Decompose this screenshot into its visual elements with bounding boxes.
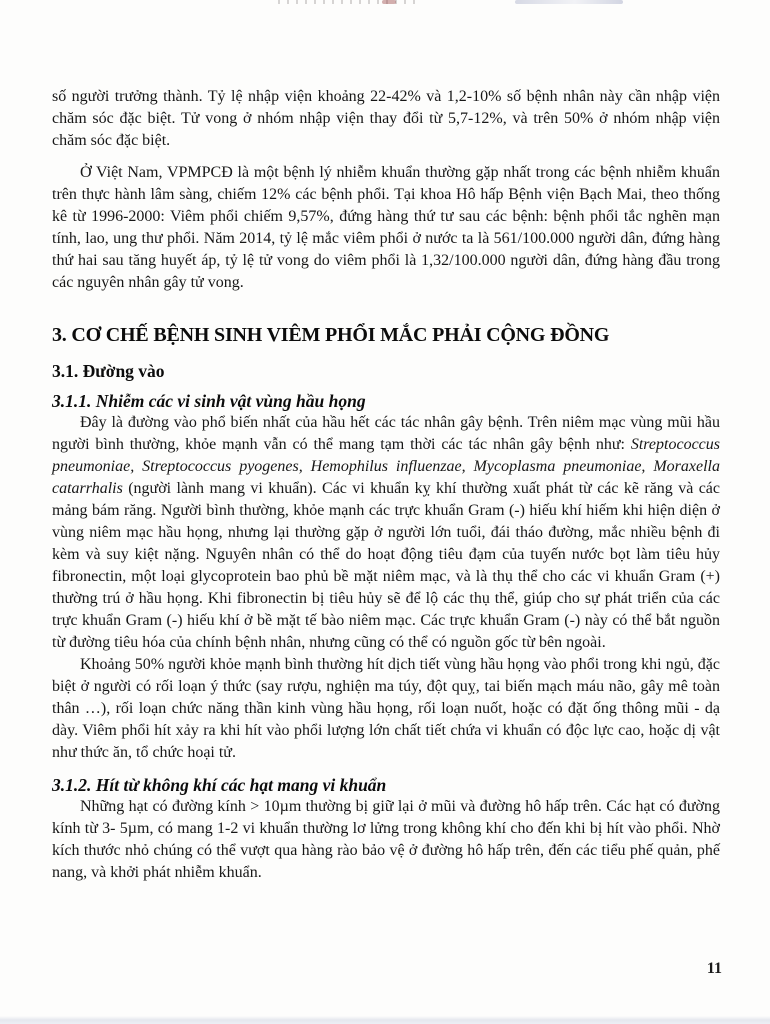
section-heading-3-pathogenesis: 3. CƠ CHẾ BỆNH SINH VIÊM PHỔI MẮC PHẢI CỘNG ĐỒNG (52, 324, 610, 346)
paragraph-vietnam-epidemiology: Ở Việt Nam, VPMPCĐ là một bệnh lý nhiễm khuẩn thường gặp nhất trong các bệnh nhiễm khuẩn trên thực hành lâm sàng, chiếm 12% các bệnh phổi. Tại khoa Hô hấp Bệnh viện Bạch Mai, theo thống kê từ 1996-2000: Viêm phổi chiếm 9,57%, đứng hàng thứ tư sau các bệnh: bệnh phổi tắc nghẽn mạn tính, lao, ung thư phổi. Năm 2014, tỷ lệ mắc viêm phổi ở nước ta là 561/100.000 người dân, đứng hàng thứ hai sau tăng huyết áp, tỷ lệ tử vong do viêm phổi là 1,32/100.000 người dân, đứng hàng đầu trong các nguyên nhân gây tử vong. (52, 164, 720, 291)
scan-artifact-top-smudge (515, 0, 623, 4)
colonization-text-before-species: Đây là đường vào phổ biến nhất của hầu hết các tác nhân gây bệnh. Trên niêm mạc vùng mũi hầu người bình thường, khỏe mạnh vẫn có thể mang tạm thời các tác nhân gây bệnh như: (52, 414, 720, 453)
colonization-text-after-species: (người lành mang vi khuẩn). Các vi khuẩn kỵ khí thường xuất phát từ các kẽ răng và các mảng bám răng. Người bình thường, khỏe mạnh các trực khuẩn Gram (-) hiếu khí hiếm khi hiện diện ở vùng niêm mạc hầu họng, nhưng lại thường gặp ở người lớn tuổi, đái tháo đường, mắc nhiều bệnh đi kèm và suy kiệt nặng. Nguyên nhân có thể do hoạt động tiêu đạm của tuyến nước bọt làm tiêu hủy fibronectin, một loại glycoprotein bao phủ bề mặt niêm mạc, và là thụ thể cho các vi khuẩn Gram (+) thường trú ở hầu họng. Khi fibronectin bị tiêu hủy sẽ để lộ các thụ thể, giúp cho sự phát triển của các trực khuẩn Gram (-) hiếu khí ở bề mặt tế bào niêm mạc. Các trực khuẩn Gram (-) này có thể bắt nguồn từ đường tiêu hóa của chính bệnh nhân, nhưng cũng có thể có nguồn gốc từ bên ngoài. (52, 480, 720, 651)
section-heading-3-1-2-airborne: 3.1.2. Hít từ không khí các hạt mang vi khuẩn (52, 775, 387, 795)
paragraph-airborne-particles: Những hạt có đường kính > 10µm thường bị giữ lại ở mũi và đường hô hấp trên. Các hạt có đường kính từ 3- 5µm, có mang 1-2 vi khuẩn thường lơ lửng trong không khí cho đến khi bị hít vào phổi. Nhờ kích thước nhỏ chúng có thể vượt qua hàng rào bảo vệ ở đường hô hấp trên, đến các tiểu phế quản, phế nang, và khởi phát nhiễm khuẩn. (52, 798, 720, 881)
page-number: 11 (706, 960, 722, 977)
bacteria-species-list-italic: Streptococcus pneumoniae, Streptococcus pyogenes, Hemophilus influenzae, Mycoplasma pneumoniae, Moraxella catarrhalis (52, 436, 720, 497)
section-heading-3-1-entry-route: 3.1. Đường vào (52, 361, 165, 381)
paragraph-aspiration: Khoảng 50% người khỏe mạnh bình thường hít dịch tiết vùng hầu họng vào phổi trong khi ngủ, đặc biệt ở người có rối loạn ý thức (say rượu, nghiện ma túy, đột quỵ, tai biến mạch máu não, gây mê toàn thân …), rối loạn chức năng thần kinh vùng hầu họng, rối loạn nuốt, hoặc có đặt ống thông mũi - dạ dày. Viêm phổi hít xảy ra khi hít vào phổi lượng lớn chất tiết chứa vi khuẩn có độc lực cao, hoặc dị vật như thức ăn, tổ chức hoại tử. (52, 656, 720, 761)
scan-artifact-bottom-edge (0, 1016, 770, 1024)
scan-artifact-red-mark (382, 0, 396, 4)
paragraph-hospitalization-rates: số người trưởng thành. Tỷ lệ nhập viện khoảng 22-42% và 1,2-10% số bệnh nhân này cần nhập viện chăm sóc đặc biệt. Tử vong ở nhóm nhập viện thay đổi từ 5,7-12%, và trên 50% ở nhóm nhập viện chăm sóc đặc biệt. (52, 88, 720, 149)
section-heading-3-1-1-oropharyngeal: 3.1.1. Nhiễm các vi sinh vật vùng hầu họng (52, 391, 366, 411)
paragraph-oropharyngeal-colonization (52, 412, 720, 654)
page-content (52, 86, 720, 884)
